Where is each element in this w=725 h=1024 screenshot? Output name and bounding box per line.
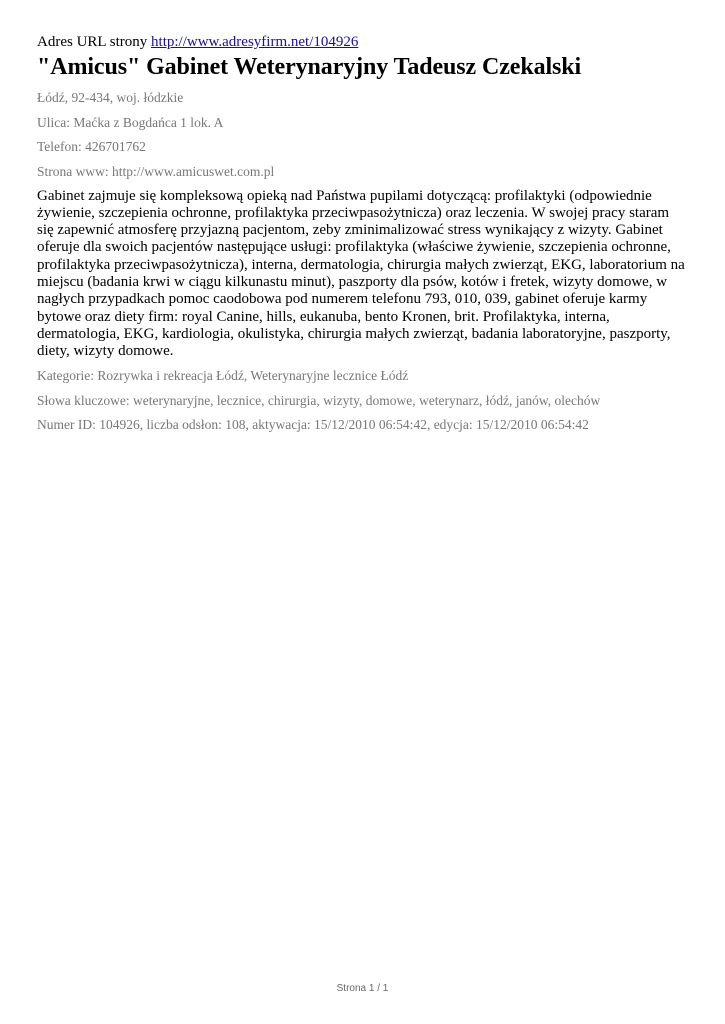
- url-prefix: Adres URL strony: [37, 34, 148, 50]
- page-number-footer: Strona 1 / 1: [336, 983, 389, 994]
- url-line: [37, 33, 687, 52]
- street-line: Ulica: Maćka z Bogdańca 1 lok. A: [37, 114, 224, 130]
- categories-line: Kategorie: Rozrywka i rekreacja Łódź, Weterynaryjne lecznice Łódź: [37, 368, 409, 384]
- website-line: Strona www: http://www.amicuswet.com.pl: [37, 163, 275, 179]
- record-id-line: Numer ID: 104926, liczba odsłon: 108, aktywacja: 15/12/2010 06:54:42, edycja: 15/12/2010 06:54:42: [37, 417, 589, 433]
- phone-line: Telefon: 426701762: [37, 139, 146, 154]
- page-url-link[interactable]: http://www.adresyfirm.net/104926: [151, 34, 359, 50]
- page-title: "Amicus" Gabinet Weterynaryjny Tadeusz Czekalski: [37, 54, 582, 80]
- business-description: Gabinet zajmuje się kompleksową opieką nad Państwa pupilami dotyczącą: profilaktyki (odpowiednie żywienie, szczepienia ochronne, profilaktyka przeciwpasożytnicza) oraz leczenia. W swojej pracy staram się zapewnić atmosferę przyjazną pacjentom, zeby zminimalizować stress wynikający z wizyty. Gabinet oferuje dla swoich pacjentów następujące usługi: profilaktyka (właściwe żywienie, szczepienia ochronne, profilaktyka przeciwpasożytnicza), interna, dermatologia, chirurgia małych zwierząt, EKG, laboratorium na miejscu (badania krwi w ciągu kilkunastu minut), paszporty dla psów, kotów i fretek, wizyty domowe, w nagłych przypadkach pomoc caodobowa pod numerem telefonu 793, 010, 039, gabinet oferuje karmy bytowe oraz diety firm: royal Canine, hills, eukanuba, bento Kronen, brit. Profilaktyka, interna, dermatologia, EKG, kardiologia, okulistyka, chirurgia małych zwierząt, badania laboratoryjne, paszporty, diety, wizyty domowe.: [37, 187, 685, 360]
- location-line: Łódź, 92-434, woj. łódzkie: [37, 90, 184, 105]
- keywords-line: Słowa kluczowe: weterynaryjne, lecznice, chirurgia, wizyty, domowe, weterynarz, łódź, janów, olechów: [37, 392, 601, 408]
- document-page: [37, 33, 687, 441]
